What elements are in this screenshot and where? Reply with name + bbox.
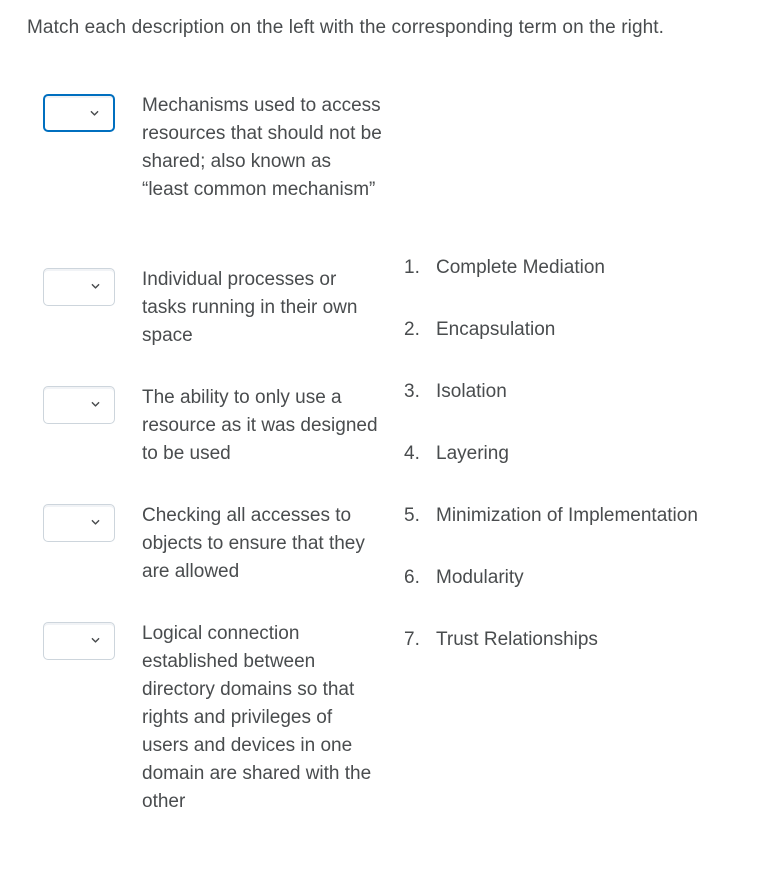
description-2: Individual processes or tasks running in their own space (142, 269, 358, 346)
match-select-4[interactable] (43, 504, 115, 542)
chevron-down-icon (91, 282, 100, 291)
term-number: 4. (404, 443, 420, 464)
chevron-down-icon (91, 636, 100, 645)
match-select-2[interactable] (43, 268, 115, 306)
term-number: 3. (404, 381, 420, 402)
term-number: 7. (404, 629, 420, 650)
description-3: The ability to only use a resource as it was designed to be used (142, 387, 378, 464)
term-number: 6. (404, 567, 420, 588)
term-label: Layering (436, 443, 509, 464)
term-label: Modularity (436, 567, 524, 588)
match-select-3[interactable] (43, 386, 115, 424)
term-label: Complete Mediation (436, 257, 605, 278)
description-5: Logical connection established between directory domains so that rights and privileges of users and devices in one domain are shared with the other (142, 623, 372, 812)
chevron-down-icon (90, 109, 99, 118)
term-label: Encapsulation (436, 319, 556, 340)
term-item (404, 567, 524, 589)
term-item (404, 443, 509, 465)
term-number: 1. (404, 257, 420, 278)
term-number: 2. (404, 319, 420, 340)
description-4: Checking all accesses to objects to ensure that they are allowed (142, 505, 365, 582)
term-number: 5. (404, 505, 420, 526)
term-label: Trust Relationships (436, 629, 598, 650)
chevron-down-icon (91, 518, 100, 527)
description-1: Mechanisms used to access resources that should not be shared; also known as “least common mechanism” (142, 95, 382, 200)
term-item (404, 629, 598, 651)
match-select-5[interactable] (43, 622, 115, 660)
term-item (404, 319, 555, 341)
term-label: Minimization of Implementation (436, 505, 698, 526)
term-label: Isolation (436, 381, 507, 402)
chevron-down-icon (91, 400, 100, 409)
term-item (404, 257, 605, 279)
term-item (404, 381, 507, 403)
question-instructions: Match each description on the left with the corresponding term on the right. (27, 17, 665, 38)
term-item (404, 505, 698, 527)
match-select-1[interactable] (43, 94, 115, 132)
